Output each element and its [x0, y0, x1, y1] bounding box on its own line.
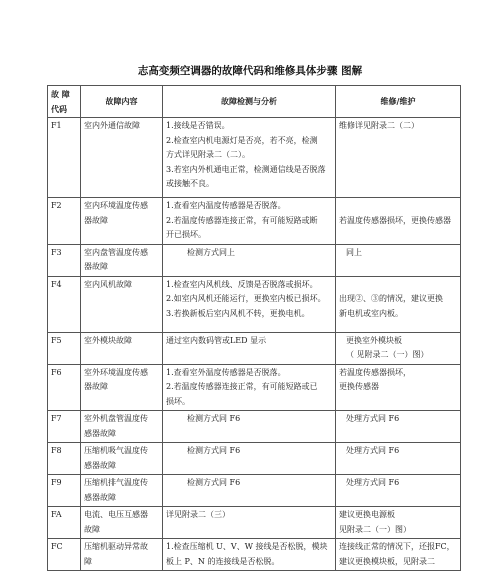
- cell-analysis: [163, 475, 336, 507]
- table-row: [48, 539, 461, 571]
- cell-code-line: F8: [51, 446, 62, 455]
- cell-analysis-line: 板上 P、N 的连接线是否松脱。: [166, 556, 280, 566]
- cell-repair: [336, 507, 461, 539]
- table-row: [48, 411, 461, 443]
- cell-content: [81, 443, 163, 475]
- table-row: [48, 198, 461, 245]
- cell-content-line: 室外模块故障: [84, 335, 132, 345]
- cell-code: [48, 411, 81, 443]
- cell-content-line: 感器故障: [84, 492, 116, 502]
- cell-code-line: F2: [51, 201, 62, 210]
- cell-repair: [336, 118, 461, 198]
- header-analysis: 故障检测与分析: [163, 86, 336, 118]
- cell-content-line: 室外机盘管温度传: [84, 414, 148, 423]
- cell-repair-line: [339, 199, 457, 214]
- cell-repair-line: 更换传感器: [339, 382, 379, 391]
- cell-code: [48, 443, 81, 475]
- cell-analysis-line: 检测方式同 F6: [187, 478, 241, 487]
- cell-repair: [336, 276, 461, 332]
- cell-code: [48, 364, 81, 411]
- header-content: 故障内容: [81, 86, 163, 118]
- cell-repair-line: 出现②、③的情况，建议更换: [339, 294, 443, 303]
- page-title: 志高变频空调器的故障代码和维修具体步骤 图解: [137, 65, 363, 77]
- cell-content-line: 器故障: [84, 215, 108, 225]
- cell-content: [81, 118, 163, 198]
- cell-repair-line: [339, 278, 457, 293]
- cell-content: [81, 411, 163, 443]
- cell-content: [81, 244, 163, 276]
- cell-repair: [336, 443, 461, 475]
- cell-repair-line: 更换室外模块板: [346, 335, 402, 345]
- cell-repair: [336, 411, 461, 443]
- cell-analysis-line: 开已损坏。: [166, 230, 206, 239]
- cell-analysis: [163, 332, 336, 364]
- cell-analysis-line: 检测方式同 F6: [187, 414, 241, 423]
- cell-analysis-line: 2.若温度传感器连接正常，有可能短路或断: [166, 215, 318, 225]
- cell-analysis-line: 或接触不良。: [166, 179, 214, 188]
- cell-code-line: FA: [51, 510, 62, 519]
- table-row: [48, 332, 461, 364]
- cell-repair-line: （ 见附录二（一）图）: [346, 350, 429, 359]
- cell-analysis-line: 1.查看室外温度传感器是否脱落。: [166, 367, 286, 377]
- cell-analysis-line: 2.如室内风机还能运行，更换室内板已损坏。: [166, 294, 326, 303]
- cell-analysis-line: 1.检查压缩机 U、V、W 接线是否松脱，模块: [166, 542, 328, 551]
- cell-content-line: 室内风机故障: [84, 279, 132, 289]
- cell-analysis: [163, 276, 336, 332]
- cell-content-line: 室内环境温度传感: [84, 201, 148, 210]
- cell-analysis: [163, 411, 336, 443]
- cell-code: [48, 118, 81, 198]
- cell-analysis-line: 检测方式同上: [187, 247, 235, 257]
- table-row: [48, 364, 461, 411]
- header-repair: 维修/维护: [336, 86, 461, 118]
- cell-code: [48, 332, 81, 364]
- table-row: [48, 276, 461, 332]
- cell-repair: [336, 198, 461, 245]
- cell-repair-line: 连接线正常的情况下，还报FC，: [339, 542, 455, 551]
- table-header-row: [48, 86, 461, 118]
- cell-content: [81, 332, 163, 364]
- cell-repair: [336, 244, 461, 276]
- table-row: [48, 443, 461, 475]
- cell-code: [48, 276, 81, 332]
- cell-code-line: F1: [51, 121, 62, 130]
- cell-content: [81, 364, 163, 411]
- cell-analysis-line: 1.检查室内风机线、反馈是否脱落或损坏。: [166, 279, 318, 289]
- fault-code-table: [47, 85, 461, 571]
- cell-content-line: 室外环境温度传感: [84, 367, 148, 377]
- cell-content-line: 感器故障: [84, 428, 116, 438]
- cell-analysis: [163, 364, 336, 411]
- cell-content-line: 压缩机排气温度传: [84, 478, 148, 487]
- cell-content-line: 压缩机吸气温度传: [84, 446, 148, 455]
- cell-content: [81, 475, 163, 507]
- cell-content: [81, 198, 163, 245]
- cell-analysis-line: 1.查看室内温度传感器是否脱落。: [166, 201, 286, 210]
- cell-repair-line: 维修详见附录二（二）: [339, 121, 419, 130]
- cell-analysis-line: 2.若温度传感器连接正常，有可能短路或已: [166, 382, 318, 391]
- cell-repair-line: 若温度传感器损坏，更换传感器: [339, 215, 451, 225]
- cell-content-line: 障: [84, 556, 92, 566]
- table-row: [48, 244, 461, 276]
- cell-content-line: 感器故障: [84, 460, 116, 470]
- cell-analysis: [163, 507, 336, 539]
- cell-content-line: 故障: [84, 524, 100, 534]
- cell-analysis-line: 3.若室内外机通电正常，检测通信线是否脱落: [166, 164, 326, 174]
- cell-repair-line: 建议更换电源板: [339, 510, 395, 519]
- cell-repair-line: 处理方式同 F6: [346, 478, 400, 487]
- cell-code-line: F5: [51, 335, 62, 345]
- table-row: [48, 118, 461, 198]
- cell-code-line: F9: [51, 478, 62, 487]
- cell-code: [48, 244, 81, 276]
- cell-content-line: 室内盘管温度传感: [84, 247, 148, 257]
- cell-code-line: F7: [51, 414, 62, 423]
- cell-analysis-line: 3.若换新板后室内风机不转，更换电机。: [166, 308, 310, 318]
- cell-analysis-line: 方式详见附录二（二）。: [166, 150, 250, 159]
- cell-analysis-line: 1.接线是否错误。: [166, 121, 230, 130]
- cell-repair-line: 处理方式同 F6: [346, 414, 400, 423]
- cell-repair: [336, 332, 461, 364]
- cell-repair: [336, 364, 461, 411]
- cell-code: [48, 507, 81, 539]
- cell-code-line: F3: [51, 247, 62, 257]
- cell-content-line: 器故障: [84, 382, 108, 391]
- cell-analysis-line: 通过室内数码管或LED 显示: [166, 335, 267, 345]
- table-body: [48, 118, 461, 571]
- cell-repair-line: 同上: [346, 247, 362, 257]
- header-code-label: 故 障 代码: [51, 89, 70, 114]
- cell-analysis: [163, 118, 336, 198]
- cell-content-line: 室内外通信故障: [84, 121, 140, 130]
- header-code: [48, 86, 81, 118]
- cell-code: [48, 198, 81, 245]
- table-row: [48, 475, 461, 507]
- cell-analysis: [163, 198, 336, 245]
- cell-content: [81, 507, 163, 539]
- cell-repair-line: 新电机或室内板。: [339, 308, 403, 318]
- cell-repair: [336, 539, 461, 571]
- cell-code: [48, 475, 81, 507]
- cell-content-line: 压缩机驱动异常故: [84, 542, 148, 551]
- cell-repair-line: 见附录二（一）图）: [339, 524, 411, 534]
- cell-code-line: F4: [51, 279, 62, 289]
- cell-analysis-line: 详见附录二（三）: [166, 510, 230, 519]
- cell-content-line: 器故障: [84, 262, 108, 271]
- cell-content: [81, 539, 163, 571]
- cell-analysis-line: 检测方式同 F6: [187, 446, 241, 455]
- table-row: [48, 507, 461, 539]
- cell-repair: [336, 475, 461, 507]
- cell-analysis-line: 2.检查室内机电源灯是否亮，若不亮，检测: [166, 135, 318, 145]
- cell-repair-line: 若温度传感器损坏，: [339, 367, 411, 377]
- cell-code-line: F6: [51, 367, 62, 377]
- cell-code-line: FC: [51, 542, 63, 551]
- cell-content-line: 电流、电压互感器: [84, 510, 148, 519]
- cell-content: [81, 276, 163, 332]
- cell-analysis-line: 损坏。: [166, 396, 190, 406]
- cell-repair-line: 处理方式同 F6: [346, 446, 400, 455]
- cell-analysis: [163, 539, 336, 571]
- cell-repair-line: 建议更换模块板，见附录二: [339, 556, 435, 566]
- cell-analysis: [163, 443, 336, 475]
- cell-analysis: [163, 244, 336, 276]
- cell-code: [48, 539, 81, 571]
